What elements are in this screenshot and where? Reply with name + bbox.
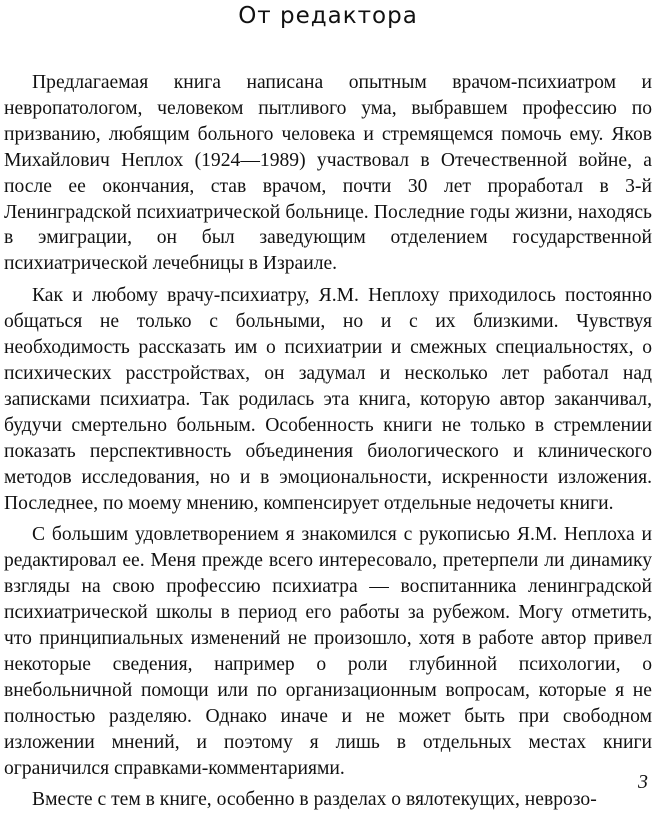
page-number: 3 [638,771,648,793]
paragraph: Предлагаемая книга написана опытным врачом-психиатром и невропатологом, человеком пытливого ума, выбравшем профессию по призванию, любящим больного человека и стремящемся помочь ему. Яков Михайлович Неплох (1924—1989) участвовал в Отечественной войне, а после ее окончания, став врачом, почти 30 лет проработал в 3-й Ленинградской психиатрической больнице. Последние годы жизни, находясь в эмиграции, он был заведующим отделением государственной психиатрической лечебницы в Израиле. [4,72,652,275]
page-title: От редактора [238,3,418,29]
paragraph: Вместе с тем в книге, особенно в разделах о вялотекущих, неврозо- [32,789,597,811]
body-text [4,70,652,819]
paragraph: Как и любому врачу-психиатру, Я.М. Неплоху приходилось постоянно общаться не только с больными, но и с их близкими. Чувствуя необходимость рассказать им о психиатрии и смежных специальностях, о психических расстройствах, он задумал и несколько лет работал над записками психиатра. Так родилась эта книга, которую автор заканчивал, будучи смертельно больным. Особенность книги не только в стремлении показать перспективность объединения биологического и клинического методов исследования, но и в эмоциональности, искренности изложения. Последнее, по моему мнению, компенсирует отдельные недочеты книги. [4,285,652,514]
paragraph: С большим удовлетворением я знакомился с рукописью Я.М. Неплоха и редактировал ее. Меня прежде всего интересовало, претерпели ли динамику взгляды на свою профессию психиатра — воспитанника ленинградской психиатрической школы в период его работы за рубежом. Могу отметить, что принципиальных изменений не произошло, хотя в работе автор привел некоторые сведения, например о роли глубинной психологии, о внебольничной помощи или по организационным вопросам, которые я не полностью разделяю. Однако иначе и не может быть при свободном изложении мнений, и поэтому я лишь в отдельных местах книги ограничился справками-комментариями. [4,524,652,779]
